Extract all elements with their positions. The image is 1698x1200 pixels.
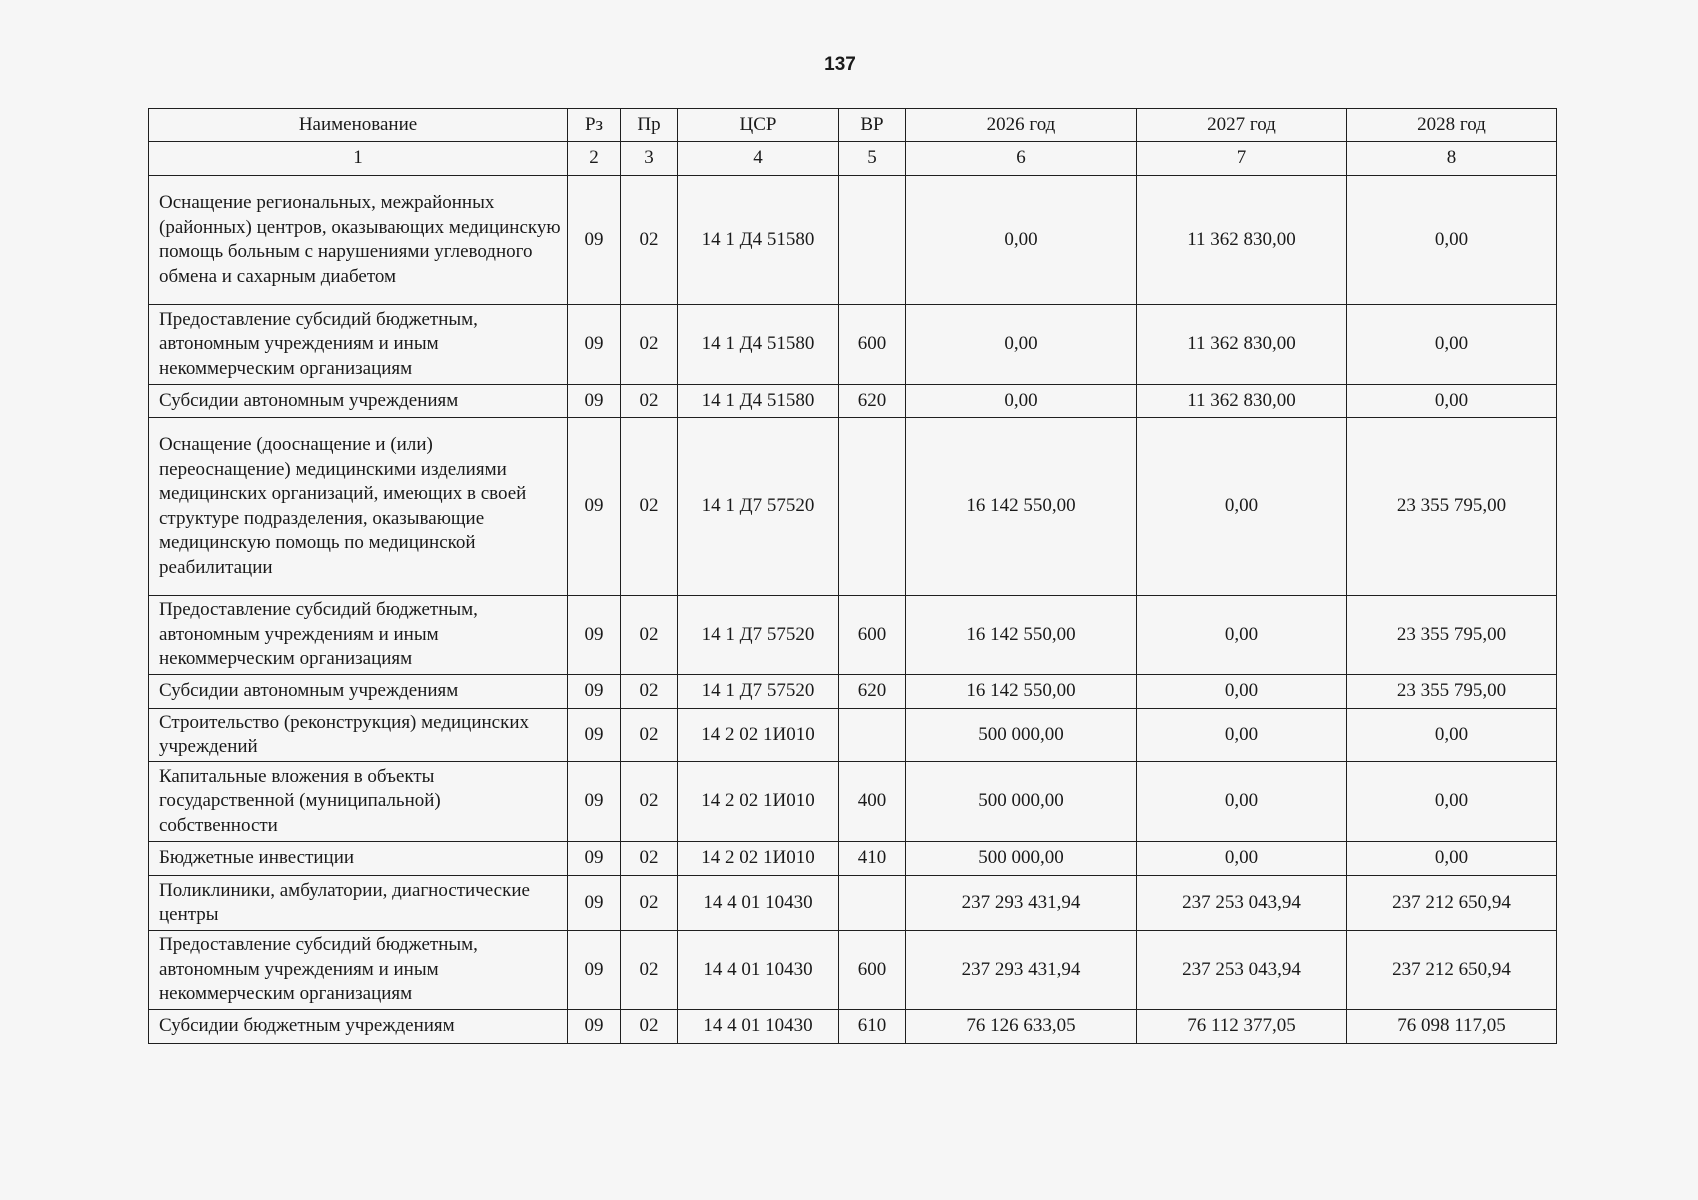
- column-number: 8: [1347, 142, 1557, 176]
- row-csr: 14 2 02 1И010: [678, 842, 839, 876]
- row-vr: 410: [839, 842, 906, 876]
- table-row: [149, 762, 1557, 842]
- row-rz: 09: [568, 931, 621, 1010]
- header-csr: ЦСР: [678, 109, 839, 142]
- row-rz: 09: [568, 876, 621, 931]
- table-row: [149, 418, 1557, 596]
- row-vr: 600: [839, 931, 906, 1010]
- row-pr: 02: [621, 305, 678, 385]
- row-pr: 02: [621, 1010, 678, 1044]
- row-vr: 600: [839, 596, 906, 675]
- row-vr: 620: [839, 385, 906, 418]
- row-rz: 09: [568, 176, 621, 305]
- row-2028: 237 212 650,94: [1347, 931, 1557, 1010]
- row-vr: [839, 709, 906, 762]
- row-rz: 09: [568, 385, 621, 418]
- row-vr: 600: [839, 305, 906, 385]
- row-vr: 620: [839, 675, 906, 709]
- row-csr: 14 4 01 10430: [678, 931, 839, 1010]
- row-csr: 14 2 02 1И010: [678, 709, 839, 762]
- row-rz: 09: [568, 305, 621, 385]
- row-rz: 09: [568, 418, 621, 596]
- row-2027: 11 362 830,00: [1137, 385, 1347, 418]
- header-2027: 2027 год: [1137, 109, 1347, 142]
- row-2028: 23 355 795,00: [1347, 675, 1557, 709]
- header-name: Наименование: [149, 109, 568, 142]
- table-row: [149, 675, 1557, 709]
- column-number: 5: [839, 142, 906, 176]
- row-2027: 237 253 043,94: [1137, 876, 1347, 931]
- table-row: [149, 931, 1557, 1010]
- row-pr: 02: [621, 675, 678, 709]
- row-pr: 02: [621, 418, 678, 596]
- row-rz: 09: [568, 596, 621, 675]
- row-csr: 14 1 Д4 51580: [678, 176, 839, 305]
- row-2027: 0,00: [1137, 709, 1347, 762]
- row-csr: 14 1 Д4 51580: [678, 305, 839, 385]
- header-vr: ВР: [839, 109, 906, 142]
- row-2026: 500 000,00: [906, 762, 1137, 842]
- row-pr: 02: [621, 842, 678, 876]
- row-2028: 237 212 650,94: [1347, 876, 1557, 931]
- table-row: [149, 176, 1557, 305]
- row-2028: 76 098 117,05: [1347, 1010, 1557, 1044]
- row-2027: 0,00: [1137, 418, 1347, 596]
- row-2027: 0,00: [1137, 596, 1347, 675]
- row-name: Бюджетные инвестиции: [149, 842, 568, 876]
- table-row: [149, 1010, 1557, 1044]
- row-2028: 0,00: [1347, 762, 1557, 842]
- row-2028: 0,00: [1347, 305, 1557, 385]
- column-number: 1: [149, 142, 568, 176]
- header-rz: Рз: [568, 109, 621, 142]
- row-pr: 02: [621, 709, 678, 762]
- row-pr: 02: [621, 596, 678, 675]
- row-2027: 0,00: [1137, 762, 1347, 842]
- row-2026: 0,00: [906, 305, 1137, 385]
- row-2027: 76 112 377,05: [1137, 1010, 1347, 1044]
- header-row: [149, 109, 1557, 142]
- row-vr: [839, 876, 906, 931]
- row-name: Оснащение региональных, межрайонных (районных) центров, оказывающих медицинскую помощь больным с нарушениями углеводного обмена и сахарным диабетом: [149, 176, 568, 305]
- row-pr: 02: [621, 876, 678, 931]
- header-2028: 2028 год: [1347, 109, 1557, 142]
- row-vr: [839, 418, 906, 596]
- row-2027: 0,00: [1137, 842, 1347, 876]
- row-2026: 76 126 633,05: [906, 1010, 1137, 1044]
- row-2028: 23 355 795,00: [1347, 418, 1557, 596]
- row-name: Субсидии автономным учреждениям: [149, 675, 568, 709]
- column-number: 3: [621, 142, 678, 176]
- row-csr: 14 4 01 10430: [678, 1010, 839, 1044]
- row-2027: 0,00: [1137, 675, 1347, 709]
- row-csr: 14 4 01 10430: [678, 876, 839, 931]
- row-name: Предоставление субсидий бюджетным, автономным учреждениям и иным некоммерческим организациям: [149, 596, 568, 675]
- row-2026: 16 142 550,00: [906, 675, 1137, 709]
- row-pr: 02: [621, 762, 678, 842]
- row-vr: 400: [839, 762, 906, 842]
- row-2028: 0,00: [1347, 176, 1557, 305]
- row-2026: 0,00: [906, 385, 1137, 418]
- header-2026: 2026 год: [906, 109, 1137, 142]
- row-rz: 09: [568, 709, 621, 762]
- table-row: [149, 385, 1557, 418]
- row-2026: 237 293 431,94: [906, 931, 1137, 1010]
- row-2028: 0,00: [1347, 385, 1557, 418]
- row-name: Оснащение (дооснащение и (или) переоснащение) медицинскими изделиями медицинских организаций, имеющих в своей структуре подразделения, оказывающие медицинскую помощь по медицинской реабилитации: [149, 418, 568, 596]
- row-pr: 02: [621, 385, 678, 418]
- row-name: Предоставление субсидий бюджетным, автономным учреждениям и иным некоммерческим организациям: [149, 931, 568, 1010]
- row-rz: 09: [568, 1010, 621, 1044]
- table-row: [149, 842, 1557, 876]
- header-pr: Пр: [621, 109, 678, 142]
- row-name: Поликлиники, амбулатории, диагностические центры: [149, 876, 568, 931]
- row-vr: 610: [839, 1010, 906, 1044]
- column-number: 7: [1137, 142, 1347, 176]
- column-number: 6: [906, 142, 1137, 176]
- table-row: [149, 876, 1557, 931]
- row-2026: 237 293 431,94: [906, 876, 1137, 931]
- column-number-row: [149, 142, 1557, 176]
- row-name: Субсидии бюджетным учреждениям: [149, 1010, 568, 1044]
- row-csr: 14 2 02 1И010: [678, 762, 839, 842]
- row-csr: 14 1 Д7 57520: [678, 418, 839, 596]
- row-name: Капитальные вложения в объекты государственной (муниципальной) собственности: [149, 762, 568, 842]
- row-2027: 237 253 043,94: [1137, 931, 1347, 1010]
- row-2026: 0,00: [906, 176, 1137, 305]
- column-number: 4: [678, 142, 839, 176]
- row-csr: 14 1 Д7 57520: [678, 596, 839, 675]
- row-rz: 09: [568, 842, 621, 876]
- row-2027: 11 362 830,00: [1137, 176, 1347, 305]
- row-2026: 16 142 550,00: [906, 418, 1137, 596]
- page-number: 137: [824, 54, 856, 75]
- row-rz: 09: [568, 675, 621, 709]
- table-row: [149, 596, 1557, 675]
- row-2026: 500 000,00: [906, 709, 1137, 762]
- table-row: [149, 709, 1557, 762]
- row-2026: 500 000,00: [906, 842, 1137, 876]
- row-pr: 02: [621, 176, 678, 305]
- budget-table: [148, 108, 1557, 1044]
- row-2028: 0,00: [1347, 842, 1557, 876]
- row-2027: 11 362 830,00: [1137, 305, 1347, 385]
- row-2026: 16 142 550,00: [906, 596, 1137, 675]
- row-csr: 14 1 Д7 57520: [678, 675, 839, 709]
- row-rz: 09: [568, 762, 621, 842]
- row-name: Предоставление субсидий бюджетным, автономным учреждениям и иным некоммерческим организациям: [149, 305, 568, 385]
- row-2028: 23 355 795,00: [1347, 596, 1557, 675]
- table-row: [149, 305, 1557, 385]
- row-name: Субсидии автономным учреждениям: [149, 385, 568, 418]
- row-vr: [839, 176, 906, 305]
- column-number: 2: [568, 142, 621, 176]
- row-csr: 14 1 Д4 51580: [678, 385, 839, 418]
- row-pr: 02: [621, 931, 678, 1010]
- row-2028: 0,00: [1347, 709, 1557, 762]
- row-name: Строительство (реконструкция) медицинских учреждений: [149, 709, 568, 762]
